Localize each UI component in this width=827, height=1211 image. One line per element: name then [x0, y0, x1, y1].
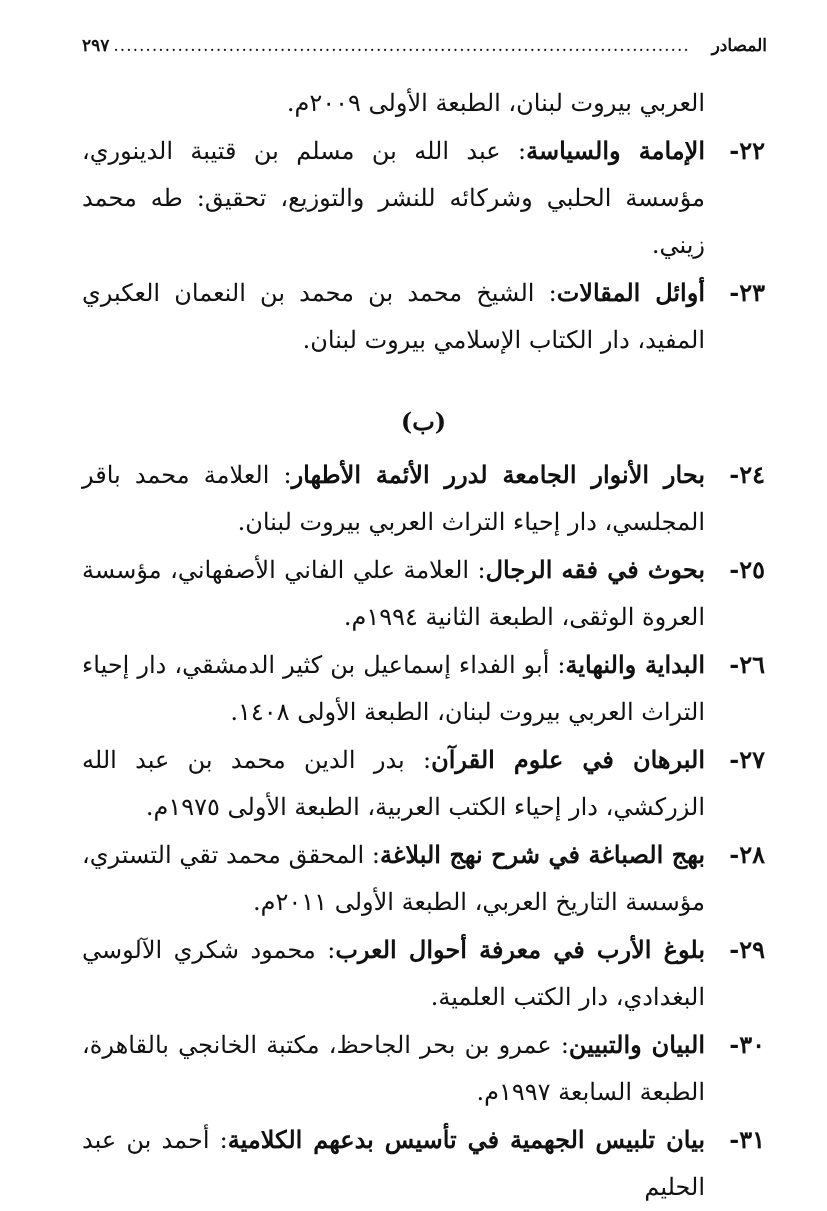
entry-details: : عمرو بن بحر الجاحظ، مكتبة الخانجي بالقاهرة، الطبعة السابعة ١٩٩٧م.	[82, 1031, 705, 1106]
entry-text	[82, 926, 705, 1021]
entry-number: ٣٠-	[729, 1030, 765, 1059]
entry-text	[82, 546, 705, 641]
entry-details: : العلامة علي الفاني الأصفهاني، مؤسسة العروة الوثقى، الطبعة الثانية ١٩٩٤م.	[82, 556, 705, 631]
entry-title: أوائل المقالات	[556, 278, 705, 307]
entry-number: ٢٦-	[729, 650, 765, 679]
entry-text	[82, 641, 705, 736]
reference-entry-25	[82, 546, 765, 641]
entry-title: بهج الصباغة في شرح نهج البلاغة	[379, 840, 705, 869]
entry-title: البيان والتبيين	[568, 1030, 705, 1059]
entry-text	[82, 736, 705, 831]
entry-number: ٢٣-	[729, 278, 765, 307]
entry-details: : عبد الله بن مسلم بن قتيبة الدينوري، مؤسسة الحلبي وشركائه للنشر والتوزيع، تحقيق: طه محمد زيني.	[82, 137, 705, 259]
reference-entry-22	[82, 127, 765, 269]
entry-number: ٢٥-	[729, 555, 765, 584]
reference-entry-29	[82, 926, 765, 1021]
page-header	[82, 30, 767, 56]
entry-details: : أحمد بن عبد الحليم	[82, 1126, 705, 1201]
entry-continuation: العربي بيروت لبنان، الطبعة الأولى ٢٠٠٩م.	[286, 89, 705, 117]
entry-text	[82, 127, 705, 269]
entry-text	[82, 1021, 705, 1116]
reference-entry-23	[82, 269, 765, 364]
reference-entry-26	[82, 641, 765, 736]
reference-entry-30	[82, 1021, 765, 1116]
entry-number: ٢٨-	[729, 840, 765, 869]
entry-text	[82, 1116, 705, 1211]
reference-entry-31	[82, 1116, 765, 1211]
entry-title: البداية والنهاية	[565, 650, 705, 679]
entry-details: : الشيخ محمد بن محمد بن النعمان العكبري المفيد، دار الكتاب الإسلامي بيروت لبنان.	[82, 279, 705, 354]
entry-details: : المحقق محمد تقي التستري، مؤسسة التاريخ العربي، الطبعة الأولى ٢٠١١م.	[82, 841, 705, 916]
entry-text	[82, 831, 705, 926]
entry-title: بيان تلبيس الجهمية في تأسيس بدعهم الكلامية	[227, 1125, 705, 1154]
running-section-title: المصادر	[711, 36, 767, 56]
entry-title: البرهان في علوم القرآن	[431, 745, 705, 774]
entry-text	[82, 451, 705, 546]
reference-entry-28	[82, 831, 765, 926]
entry-title: الإمامة والسياسة	[526, 136, 705, 165]
reference-entry-27	[82, 736, 765, 831]
reference-entry-24	[82, 451, 765, 546]
entry-title: بلوغ الأرب في معرفة أحوال العرب	[335, 935, 705, 964]
section-heading: (ب)	[400, 407, 447, 436]
entry-number: ٢٤-	[729, 460, 765, 489]
references-body	[82, 80, 765, 1211]
entry-number: ٣١-	[729, 1125, 765, 1154]
entry-text	[82, 269, 705, 364]
page-number: ٢٩٧	[82, 36, 110, 56]
leader-dots: ..........................................................................................	[113, 36, 690, 56]
entry-details: : العلامة محمد باقر المجلسي، دار إحياء التراث العربي بيروت لبنان.	[82, 461, 705, 536]
entry-number: ٢٩-	[729, 935, 765, 964]
entry-number: ٢٧-	[729, 745, 765, 774]
entry-number: ٢٢-	[729, 136, 765, 165]
entry-details: : بدر الدين محمد بن عبد الله الزركشي، دار إحياء الكتب العربية، الطبعة الأولى ١٩٧٥م.	[82, 746, 705, 821]
entry-details: : أبو الفداء إسماعيل بن كثير الدمشقي، دار إحياء التراث العربي بيروت لبنان، الطبعة الأولى ١٤٠٨.	[82, 651, 705, 726]
entry-details: : محمود شكري الآلوسي البغدادي، دار الكتب العلمية.	[82, 936, 705, 1011]
entry-title: بحار الأنوار الجامعة لدرر الأئمة الأطهار	[291, 460, 705, 489]
entry-title: بحوث في فقه الرجال	[485, 555, 705, 584]
